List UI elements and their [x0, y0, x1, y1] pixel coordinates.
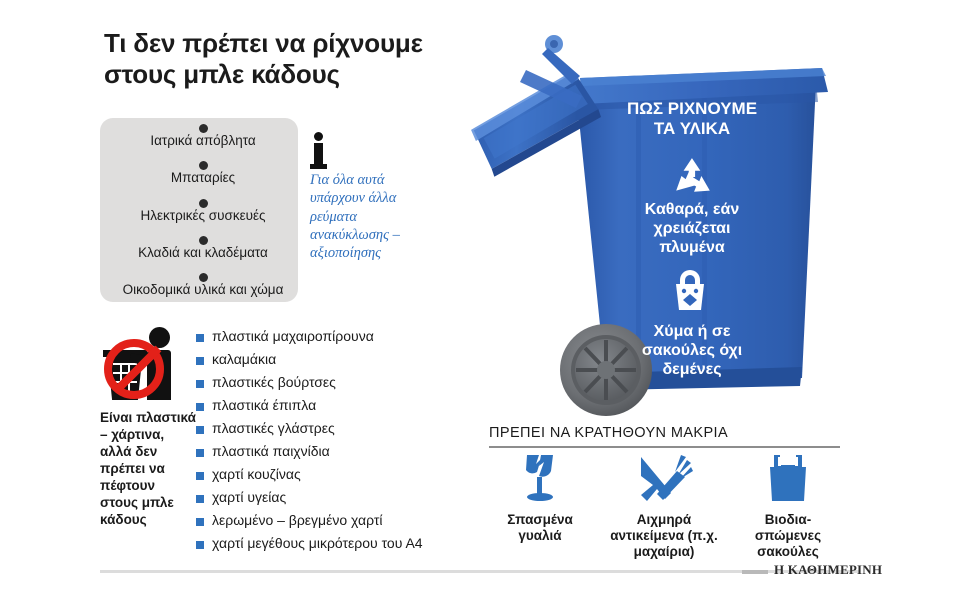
list-item-label: χαρτί υγείας	[212, 488, 287, 505]
square-bullet-icon	[196, 380, 204, 388]
square-bullet-icon	[196, 541, 204, 549]
square-bullet-icon	[196, 472, 204, 480]
svg-text:πλυμένα: πλυμένα	[659, 239, 725, 256]
bullet-dot-icon	[199, 236, 208, 245]
svg-text:δεμένες: δεμένες	[662, 361, 722, 378]
list-item-label: πλαστικά παιχνίδια	[212, 442, 330, 459]
list-item	[88, 199, 318, 224]
square-bullet-icon	[196, 495, 204, 503]
list-item	[88, 161, 318, 186]
page-title-line-2: στους μπλε κάδους	[104, 58, 340, 89]
svg-text:Καθαρά, εάν: Καθαρά, εάν	[644, 201, 740, 218]
keep-away-item-label: Σπασμένα γυαλιά	[507, 512, 573, 544]
keep-away-item-label: Αιχμηρά αντικείμενα (π.χ. μαχαίρια)	[610, 512, 718, 560]
svg-text:σακούλες όχι: σακούλες όχι	[641, 342, 743, 359]
info-note	[310, 132, 406, 262]
list-item	[196, 466, 471, 483]
recycling-bin-illustration	[430, 18, 850, 428]
keep-away-item	[732, 450, 844, 565]
list-item-label: χαρτί μεγέθους μικρότερου του Α4	[212, 534, 423, 551]
list-item	[196, 489, 471, 506]
page-title	[104, 28, 484, 89]
no-littering-icon	[100, 325, 186, 403]
keep-away-item	[608, 450, 720, 565]
keep-away-heading: ΠΡΕΠΕΙ ΝΑ ΚΡΑΤΗΘΟΥΝ ΜΑΚΡΙΑ	[489, 425, 729, 441]
prohibition-sign-icon	[104, 339, 164, 399]
square-bullet-icon	[196, 357, 204, 365]
brand-name: Η ΚΑΘΗΜΕΡΙΝΗ	[774, 562, 883, 577]
forbidden-items-list	[88, 118, 318, 302]
bin-heading-line-1: ΠΩΣ ΡΙΧΝΟΥΜΕ	[626, 99, 758, 118]
list-item-label: λερωμένο – βρεγμένο χαρτί	[212, 511, 383, 528]
list-item	[196, 535, 471, 552]
page-title-line-1: Τι δεν πρέπει να ρίχνουμε	[104, 28, 423, 58]
keep-away-item	[484, 450, 596, 565]
list-item-label: πλαστικά έπιπλα	[212, 396, 317, 413]
list-item	[196, 512, 471, 529]
list-item-label: Ηλεκτρικές συσκευές	[140, 207, 266, 223]
broken-glass-icon	[484, 450, 596, 508]
list-item-label: Οικοδομικά υλικά και χώμα	[122, 282, 284, 298]
sharp-objects-icon	[608, 450, 720, 508]
list-item-label: πλαστικές βούρτσες	[212, 373, 336, 390]
keep-away-items	[484, 450, 844, 565]
brand-dash-icon	[742, 570, 768, 574]
no-littering-block	[100, 325, 196, 528]
square-bullet-icon	[196, 449, 204, 457]
list-item	[88, 236, 318, 261]
bullet-dot-icon	[199, 273, 208, 282]
list-item-label: Κλαδιά και κλαδέματα	[138, 244, 268, 260]
list-item-label: καλαμάκια	[212, 350, 277, 367]
square-bullet-icon	[196, 334, 204, 342]
list-item-label: πλαστικές γλάστρες	[212, 419, 335, 436]
square-bullet-icon	[196, 426, 204, 434]
svg-text:χρειάζεται: χρειάζεται	[653, 220, 731, 237]
list-item	[88, 124, 318, 149]
plastic-bag-icon	[732, 450, 844, 508]
bullet-dot-icon	[199, 161, 208, 170]
list-item-label: πλαστικά μαχαιροπίρουνα	[212, 328, 374, 344]
list-item-label: χαρτί κουζίνας	[212, 465, 301, 482]
bullet-dot-icon	[199, 199, 208, 208]
list-item	[88, 273, 318, 298]
keep-away-item-label: Βιοδια- σπώμενες σακούλες	[754, 512, 822, 560]
no-littering-caption: Είναι πλαστικά – χάρτινα, αλλά δεν πρέπει να πέφτουν στους μπλε κάδους	[100, 410, 196, 527]
info-note-text: Για όλα αυτά υπάρχουν άλλα ρεύματα ανακύκλωσης – αξιοποίησης	[310, 172, 400, 262]
bin-heading-line-2: ΤΑ ΥΛΙΚΑ	[653, 119, 731, 138]
info-icon	[310, 132, 332, 169]
divider	[489, 446, 840, 448]
svg-text:Χύμα ή σε: Χύμα ή σε	[653, 323, 731, 340]
list-item	[196, 443, 471, 460]
square-bullet-icon	[196, 518, 204, 526]
list-item-label: Ιατρικά απόβλητα	[150, 133, 256, 148]
bullet-dot-icon	[199, 124, 208, 133]
list-item-label: Μπαταρίες	[170, 170, 236, 186]
square-bullet-icon	[196, 403, 204, 411]
